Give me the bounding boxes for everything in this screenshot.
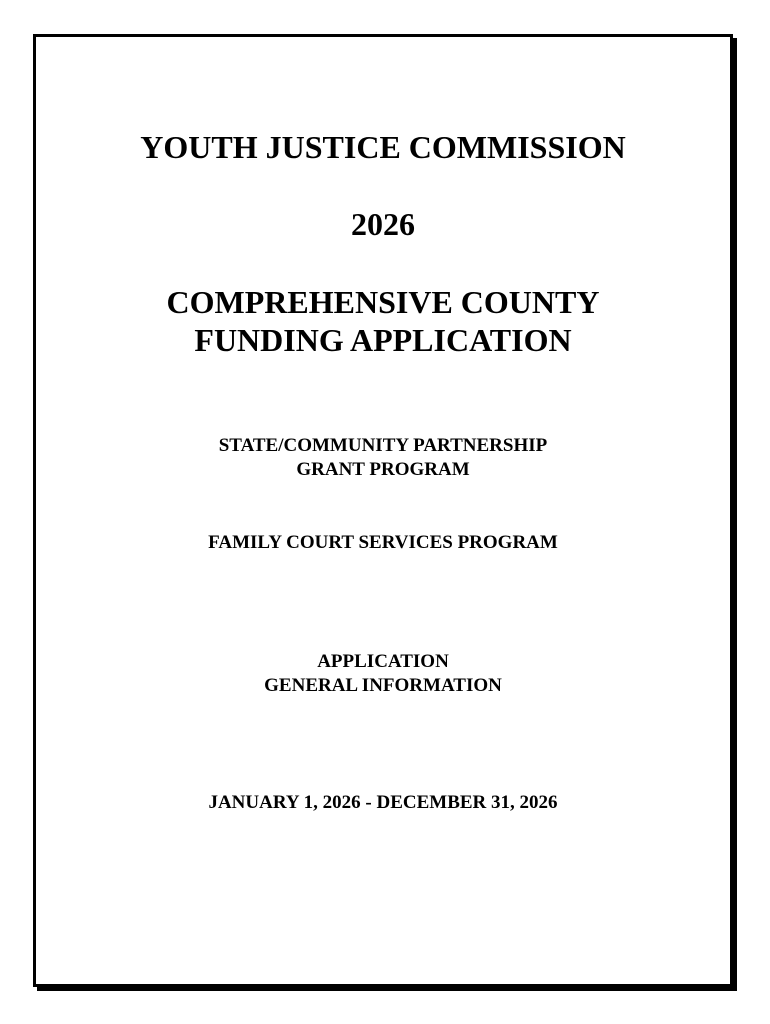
- section-heading-line-1: APPLICATION: [317, 651, 449, 672]
- grant-period: JANUARY 1, 2026 - DECEMBER 31, 2026: [208, 792, 558, 813]
- document-title-line-1: COMPREHENSIVE COUNTY: [166, 284, 600, 320]
- application-year: 2026: [351, 206, 415, 242]
- organization-title: YOUTH JUSTICE COMMISSION: [140, 129, 626, 165]
- cover-page-frame: [33, 34, 733, 987]
- document-title-line-2: FUNDING APPLICATION: [194, 322, 572, 358]
- section-heading-line-2: GENERAL INFORMATION: [264, 675, 502, 696]
- secondary-program-name: FAMILY COURT SERVICES PROGRAM: [208, 532, 558, 553]
- program-name-line-2: GRANT PROGRAM: [296, 459, 470, 480]
- program-name-line-1: STATE/COMMUNITY PARTNERSHIP: [218, 435, 548, 456]
